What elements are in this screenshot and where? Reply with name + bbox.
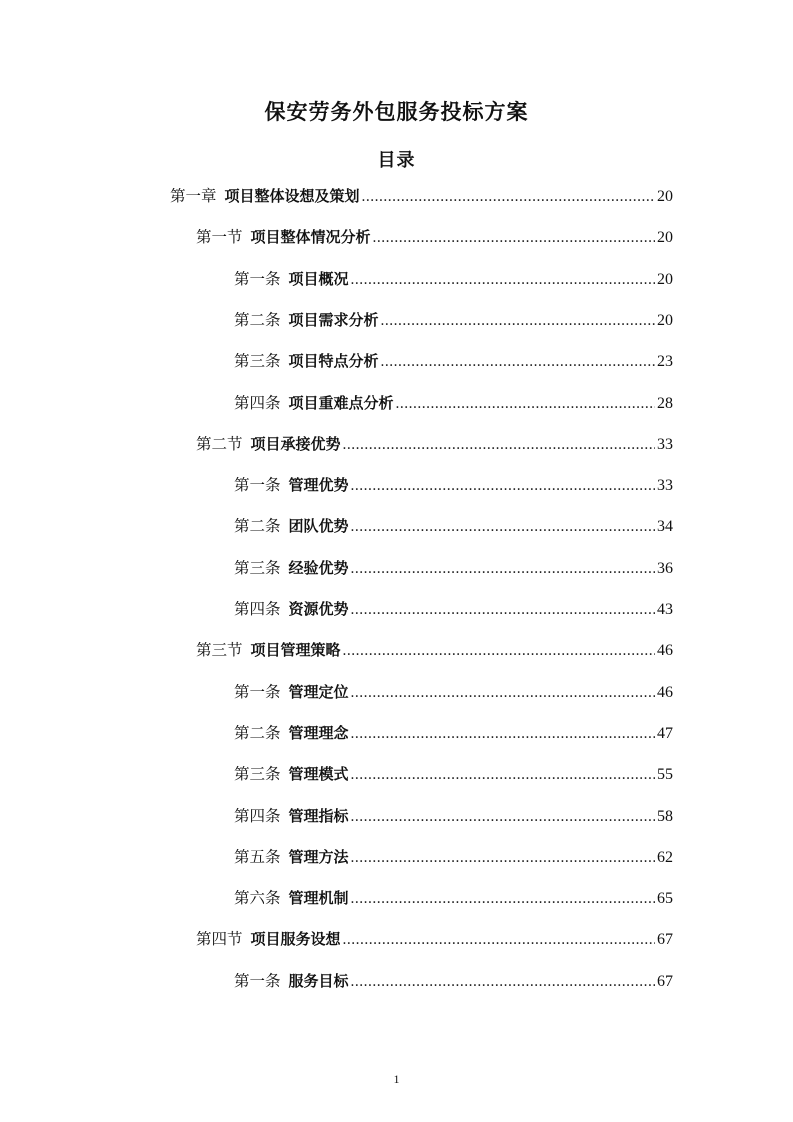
toc-entry[interactable] — [234, 845, 673, 869]
toc-entry-number: 第一条 — [234, 971, 281, 990]
toc-entry-title: 服务目标 — [288, 971, 349, 990]
toc-entry-title: 经验优势 — [288, 558, 349, 577]
toc-entry-number: 第二条 — [234, 723, 281, 742]
toc-entry-title: 项目整体情况分析 — [250, 228, 371, 247]
toc-entry[interactable] — [234, 391, 673, 415]
toc-entry-number: 第四条 — [234, 600, 281, 618]
toc-entry-page: 43 — [657, 601, 673, 618]
toc-dot-leader — [396, 395, 655, 413]
toc-entry-title: 管理模式 — [288, 765, 349, 784]
toc-entry-title: 项目管理策略 — [250, 641, 341, 660]
toc-entry[interactable] — [196, 225, 673, 249]
toc-entry-number: 第六条 — [234, 889, 281, 908]
toc-entry[interactable] — [234, 969, 673, 993]
toc-entry[interactable] — [234, 804, 673, 828]
toc-entry-page: 34 — [657, 518, 673, 536]
toc-entry-title: 项目特点分析 — [288, 352, 379, 371]
toc-entry-title: 管理机制 — [288, 889, 349, 908]
toc-entry[interactable] — [196, 638, 673, 662]
toc-entry[interactable] — [170, 184, 673, 208]
toc-dot-leader — [343, 931, 655, 949]
toc-dot-leader — [351, 518, 655, 536]
toc-entry-title: 管理定位 — [288, 682, 349, 701]
toc-entry[interactable] — [234, 886, 673, 910]
toc-entry-title: 项目需求分析 — [288, 310, 379, 329]
toc-entry[interactable] — [234, 762, 673, 786]
toc-dot-leader — [351, 973, 655, 991]
toc-entry-title: 项目服务设想 — [250, 930, 341, 949]
toc-entry[interactable] — [234, 597, 673, 621]
toc-entry-number: 第三条 — [234, 352, 281, 371]
toc-entry-number: 第四条 — [234, 393, 281, 412]
toc-entry-number: 第三条 — [234, 765, 281, 784]
toc-entry-page: 33 — [657, 477, 673, 495]
toc-dot-leader — [351, 849, 655, 867]
toc-entry-page: 20 — [657, 229, 673, 247]
toc-entry-page: 28 — [657, 394, 673, 412]
toc-entry-page: 20 — [657, 311, 673, 329]
toc-entry-number: 第一节 — [196, 228, 243, 247]
toc-entry-page: 23 — [657, 353, 673, 371]
toc-entry-title: 资源优势 — [288, 600, 349, 618]
toc-entry[interactable] — [234, 267, 673, 291]
toc-dot-leader — [373, 229, 655, 247]
toc-entry-page: 36 — [657, 559, 673, 577]
toc-entry-number: 第二条 — [234, 310, 281, 329]
toc-entry-number: 第三条 — [234, 558, 281, 577]
toc-heading: 目录 — [377, 150, 416, 171]
toc-entry-title: 项目概况 — [288, 269, 349, 288]
toc-entry-title: 管理理念 — [288, 723, 349, 742]
toc-entry[interactable] — [234, 514, 673, 538]
toc-entry-title: 项目整体设想及策划 — [224, 187, 360, 205]
toc-entry-title: 管理优势 — [288, 476, 349, 495]
toc-entry[interactable] — [234, 556, 673, 580]
toc-entry-number: 第一条 — [234, 476, 281, 495]
toc-dot-leader — [351, 725, 655, 743]
toc-dot-leader — [343, 436, 655, 454]
toc-dot-leader — [351, 766, 655, 784]
toc-entry-page: 67 — [657, 972, 673, 990]
toc-entry-number: 第一条 — [234, 269, 281, 288]
toc-entry-title: 管理指标 — [288, 806, 349, 825]
toc-entry-page: 67 — [657, 931, 673, 949]
toc-entry-number: 第四条 — [234, 806, 281, 825]
toc-entry[interactable] — [196, 432, 673, 456]
page-title: 保安劳务外包服务投标方案 — [264, 100, 529, 124]
toc-entry-page: 33 — [657, 435, 673, 453]
toc-entry-page: 47 — [657, 724, 673, 742]
toc-entry-page: 62 — [657, 848, 673, 866]
toc-dot-leader — [351, 477, 655, 495]
toc-entry-page: 58 — [657, 807, 673, 825]
toc-entry-number: 第三节 — [196, 641, 243, 660]
toc-entry[interactable] — [234, 473, 673, 497]
toc-entry-page: 55 — [657, 766, 673, 784]
toc-entry-page: 46 — [657, 683, 673, 701]
toc-entry[interactable] — [234, 308, 673, 332]
page-number: 1 — [393, 1072, 400, 1086]
toc-entry-title: 项目重难点分析 — [288, 393, 394, 412]
toc-dot-leader — [351, 808, 655, 826]
toc-dot-leader — [351, 560, 655, 578]
toc-dot-leader — [351, 890, 655, 908]
toc-entry[interactable] — [234, 721, 673, 745]
toc-entry-page: 20 — [657, 270, 673, 288]
toc-entry-page: 20 — [657, 188, 673, 205]
toc-dot-leader — [351, 601, 655, 619]
toc-dot-leader — [381, 353, 655, 371]
toc-entry[interactable] — [234, 349, 673, 373]
toc-entry-number: 第二条 — [234, 517, 281, 536]
toc-dot-leader — [343, 642, 655, 660]
toc-entry-number: 第一章 — [170, 187, 217, 205]
toc-entry-title: 管理方法 — [288, 847, 349, 866]
toc-dot-leader — [381, 312, 655, 330]
toc-entry-title: 项目承接优势 — [250, 434, 341, 453]
toc-entry-page: 65 — [657, 890, 673, 908]
toc-entry-title: 团队优势 — [288, 517, 349, 536]
toc-entry-number: 第二节 — [196, 434, 243, 453]
toc-entry-number: 第四节 — [196, 930, 243, 949]
toc-entry[interactable] — [196, 927, 673, 951]
toc-dot-leader — [362, 188, 655, 206]
toc-dot-leader — [351, 684, 655, 702]
toc-dot-leader — [351, 271, 655, 289]
toc-entry-number: 第五条 — [234, 847, 281, 866]
toc-entry-page: 46 — [657, 642, 673, 660]
toc-entry[interactable] — [234, 680, 673, 704]
toc-entry-number: 第一条 — [234, 682, 281, 701]
